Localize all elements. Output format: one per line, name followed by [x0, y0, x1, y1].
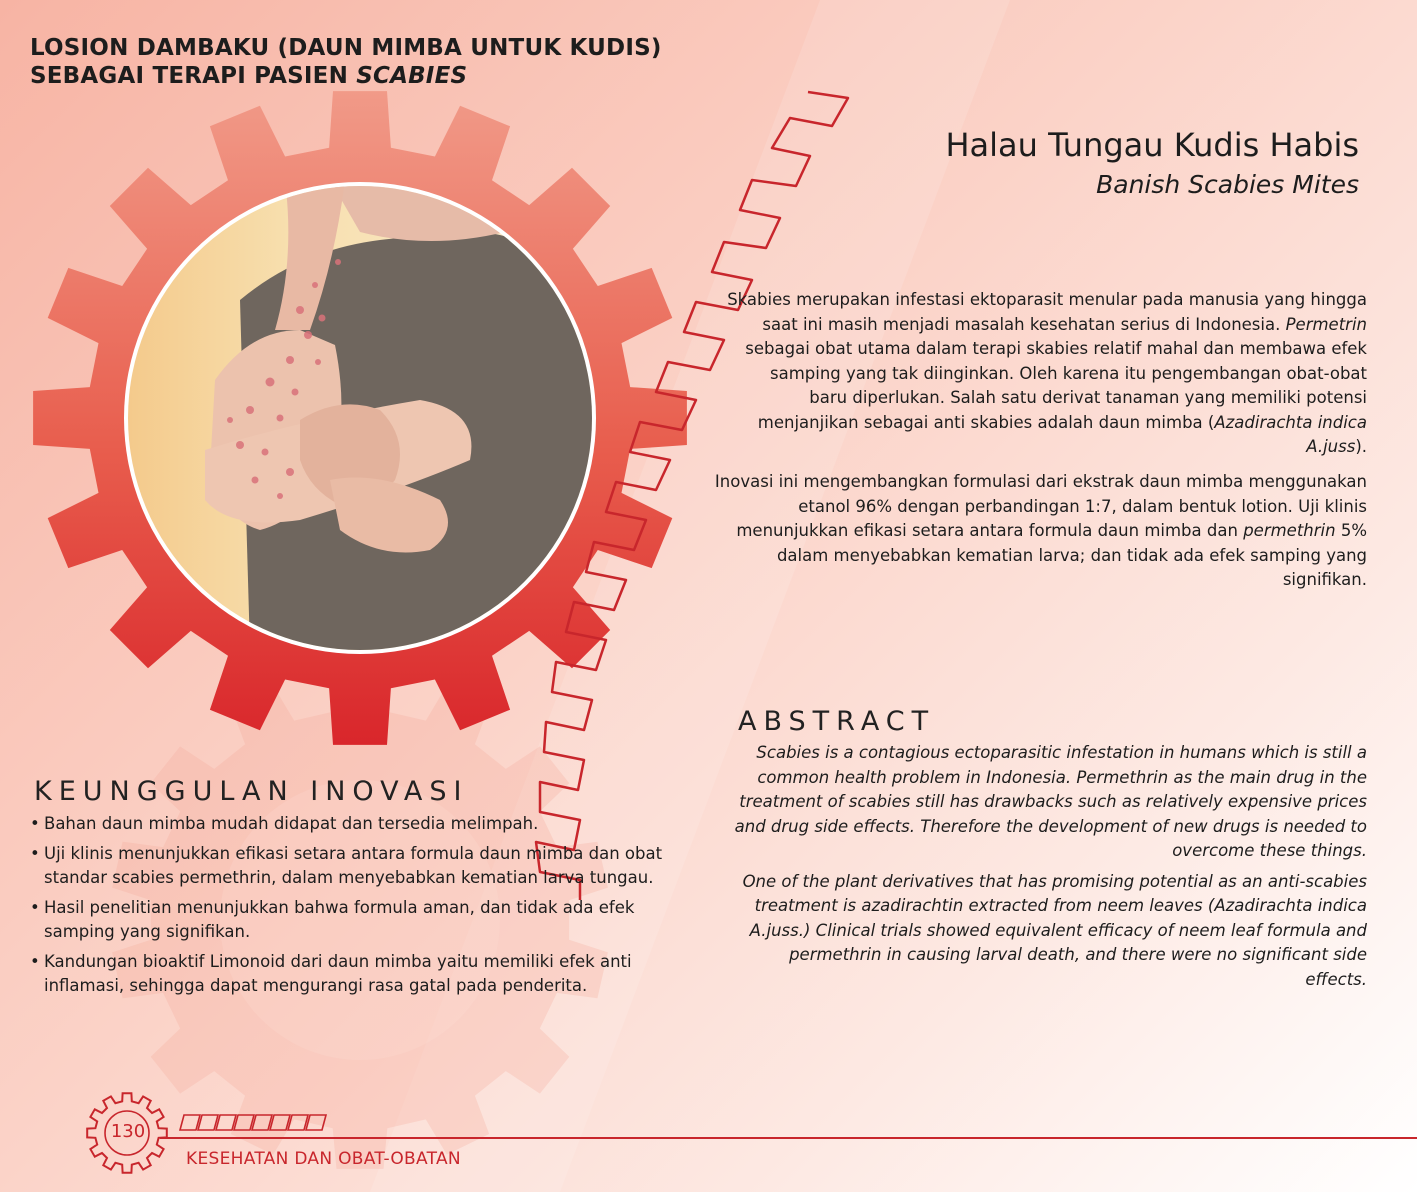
title-line-2-prefix: SEBAGAI TERAPI PASIEN [30, 63, 357, 89]
headline [945, 126, 1359, 202]
headline-indonesian: Halau Tungau Kudis Habis [945, 126, 1359, 164]
title-line-2 [30, 62, 662, 90]
intro-p1-text-b: sebagai obat utama dalam terapi skabies relatif mahal dan membawa efek samping yang tak diinginkan. Oleh karena itu pengembangan obat-obat baru diperlukan. Salah satu derivat tanaman yang memiliki potensi menjanjikan sebagai anti skabies adalah daun mimba ( [745, 339, 1367, 432]
advantages-heading: KEUNGGULAN INOVASI [34, 776, 469, 807]
list-item: • Kandungan bioaktif Limonoid dari daun mimba yaitu memiliki efek anti inflamasi, sehingga dapat mengurangi rasa gatal pada penderita. [30, 950, 690, 998]
intro-p1-text-a: Skabies merupakan infestasi ektoparasit menular pada manusia yang hingga saat ini masih menjadi masalah kesehatan serius di Indonesia. [727, 290, 1367, 334]
page-number: 130 [110, 1121, 146, 1142]
intro-p1-italic-b: Azadirachta indica A.juss [1214, 412, 1367, 456]
abstract-paragraph-2: One of the plant derivatives that has promising potential as an anti-scabies treatment is azadirachtin extracted from neem leaves (Azadirachta indica A.juss.) Clinical trials showed equivalent efficacy of neem leaf formula and permethrin in causing larval death, and there were no significant side effects. [742, 871, 1367, 989]
headline-english: Banish Scabies Mites [1096, 170, 1359, 199]
abstract-body [727, 741, 1367, 998]
abstract-paragraph-1: Scabies is a contagious ectoparasitic infestation in humans which is still a common health problem in Indonesia. Permethrin as the main drug in the treatment of scabies still has drawbacks such as relatively expensive prices and drug side effects. Therefore the development of new drugs is needed to overcome these things. [734, 743, 1367, 860]
abstract-heading: ABSTRACT [738, 706, 936, 737]
title-line-2-italic: SCABIES [356, 63, 468, 89]
title-line-1: LOSION DAMBAKU (DAUN MIMBA UNTUK KUDIS) [30, 35, 662, 61]
list-item: • Hasil penelitian menunjukkan bahwa formula aman, dan tidak ada efek samping yang signifikan. [30, 896, 690, 944]
list-item: • Uji klinis menunjukkan efikasi setara antara formula daun mimba dan obat standar scabies permethrin, dalam menyebabkan kematian larva tungau. [30, 842, 690, 890]
intro-p2-italic: permethrin [1243, 521, 1336, 540]
intro-p1-text-c: ). [1355, 437, 1367, 456]
page-title [30, 34, 662, 90]
advantages-list [30, 812, 690, 1004]
intro-p1-italic-a: Permetrin [1285, 314, 1367, 334]
intro-paragraph-2 [707, 470, 1367, 593]
intro-paragraph-1 [727, 288, 1367, 460]
footer-category: KESEHATAN DAN OBAT-OBATAN [186, 1149, 461, 1169]
intro-p2-text-a: Inovasi ini mengembangkan formulasi dari ekstrak daun mimba menggunakan etanol 96% dengan perbandingan 1:7, dalam bentuk lotion. Uji klinis menunjukkan efikasi setara antara formula daun mimba dan [714, 472, 1367, 540]
list-item: • Bahan daun mimba mudah didapat dan tersedia melimpah. [30, 812, 690, 836]
intro-p2-text-b: 5% dalam menyebabkan kematian larva; dan tidak ada efek samping yang signifikan. [776, 521, 1367, 589]
